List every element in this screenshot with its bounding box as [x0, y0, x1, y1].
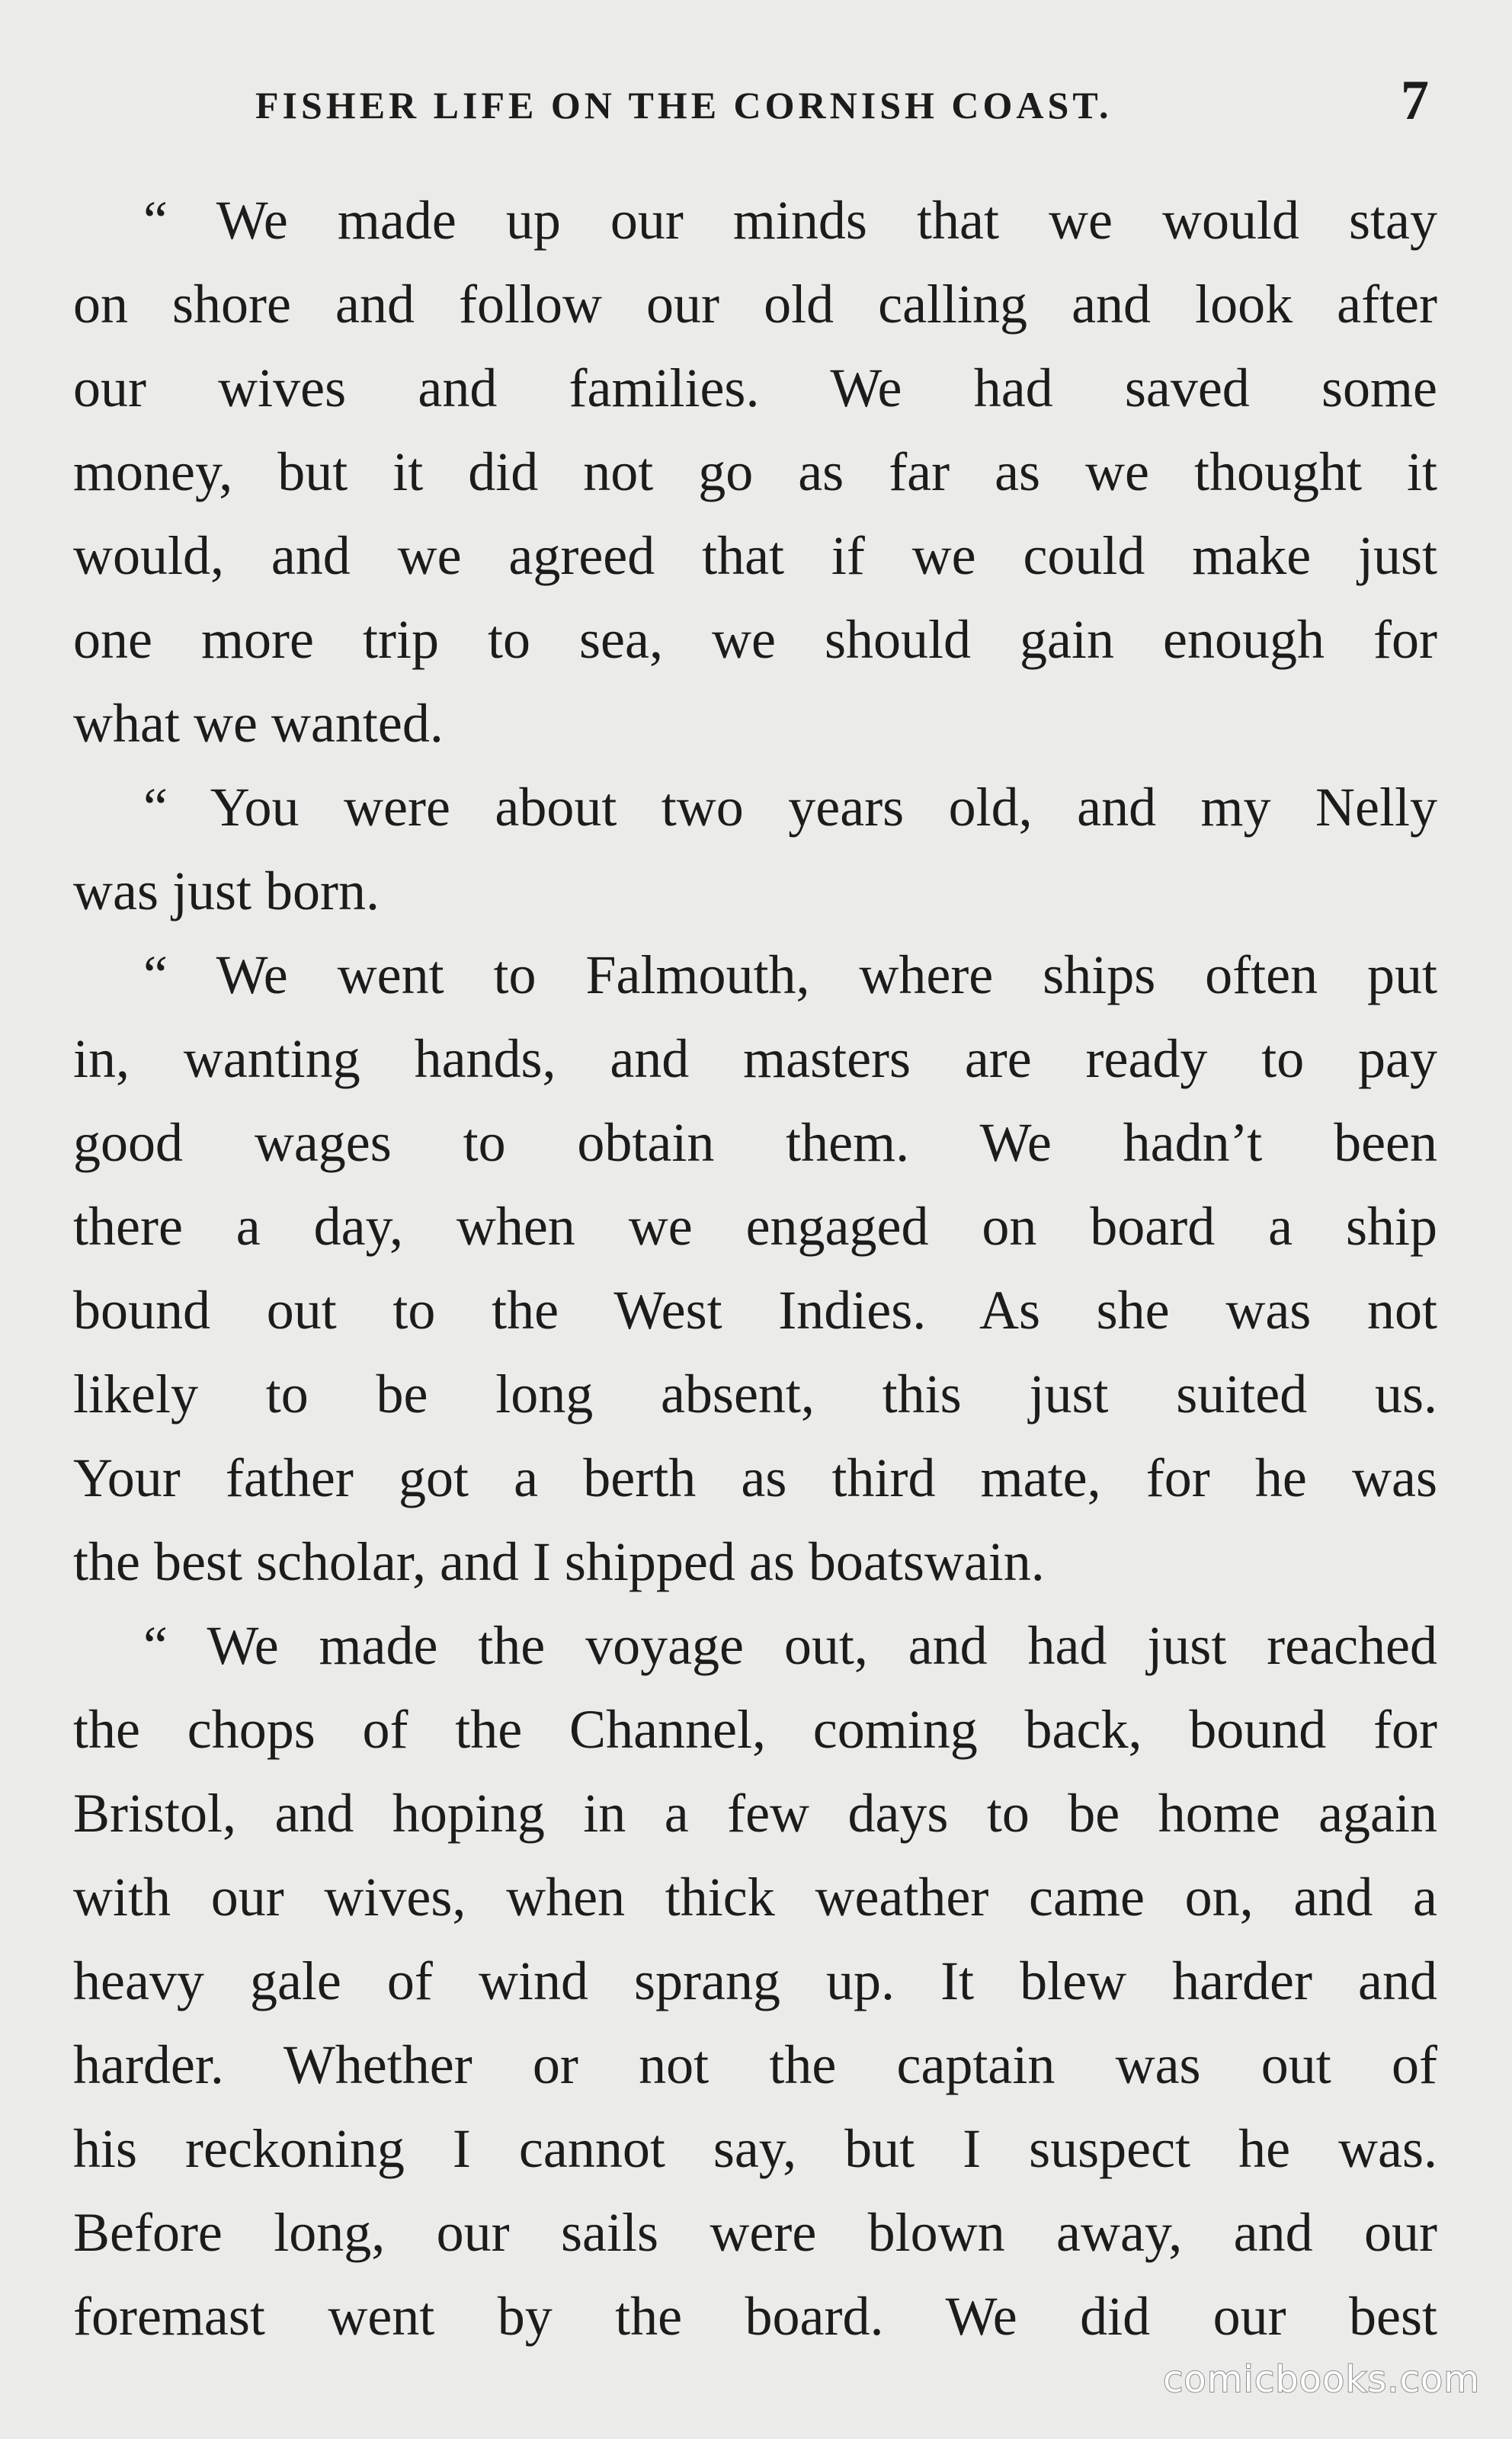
text-line: our wives and families. We had saved some: [73, 357, 1437, 418]
text-line: there a day, when we engaged on board a ship: [73, 1196, 1437, 1257]
text-line: Bristol, and hoping in a few days to be home again: [73, 1783, 1437, 1844]
text-line: “ We went to Falmouth, where ships often put: [143, 944, 1437, 1005]
text-line: was just born.: [73, 861, 380, 921]
text-line: the chops of the Channel, coming back, bound for: [73, 1699, 1437, 1760]
text-line: “ We made up our minds that we would stay: [143, 190, 1437, 251]
body-text: [73, 178, 1437, 2358]
text-line: the best scholar, and I shipped as boatswain.: [73, 1531, 1045, 1592]
text-line: money, but it did not go as far as we thought it: [73, 441, 1437, 502]
text-line: what we wanted.: [73, 693, 444, 754]
paragraph-2: [73, 765, 1437, 933]
paragraph-3: [73, 933, 1437, 1604]
text-line: bound out to the West Indies. As she was not: [73, 1280, 1437, 1341]
text-line: on shore and follow our old calling and look after: [73, 274, 1437, 335]
text-line: “ You were about two years old, and my Nelly: [143, 777, 1437, 838]
text-line: foremast went by the board. We did our best: [73, 2286, 1437, 2347]
text-line: good wages to obtain them. We hadn’t been: [73, 1112, 1437, 1173]
text-line: harder. Whether or not the captain was out of: [73, 2034, 1437, 2095]
text-line: one more trip to sea, we should gain enough for: [73, 609, 1437, 670]
page-number: 7: [1401, 69, 1429, 132]
text-line: in, wanting hands, and masters are ready to pay: [73, 1028, 1437, 1089]
paragraph-4: [73, 1604, 1437, 2358]
text-line: “ We made the voyage out, and had just reached: [143, 1615, 1437, 1676]
text-line: Your father got a berth as third mate, for he was: [73, 1447, 1437, 1508]
text-line: his reckoning I cannot say, but I suspect he was.: [73, 2118, 1437, 2179]
text-line: heavy gale of wind sprang up. It blew harder and: [73, 1950, 1437, 2011]
text-line: with our wives, when thick weather came on, and a: [73, 1867, 1437, 1928]
paragraph-1: [73, 178, 1437, 765]
text-line: likely to be long absent, this just suited us.: [73, 1364, 1437, 1425]
watermark: comicbooks.com: [1162, 2358, 1480, 2401]
text-line: would, and we agreed that if we could make just: [73, 525, 1437, 586]
text-line: Before long, our sails were blown away, and our: [73, 2202, 1437, 2263]
running-title: FISHER LIFE ON THE CORNISH COAST.: [255, 84, 1113, 127]
